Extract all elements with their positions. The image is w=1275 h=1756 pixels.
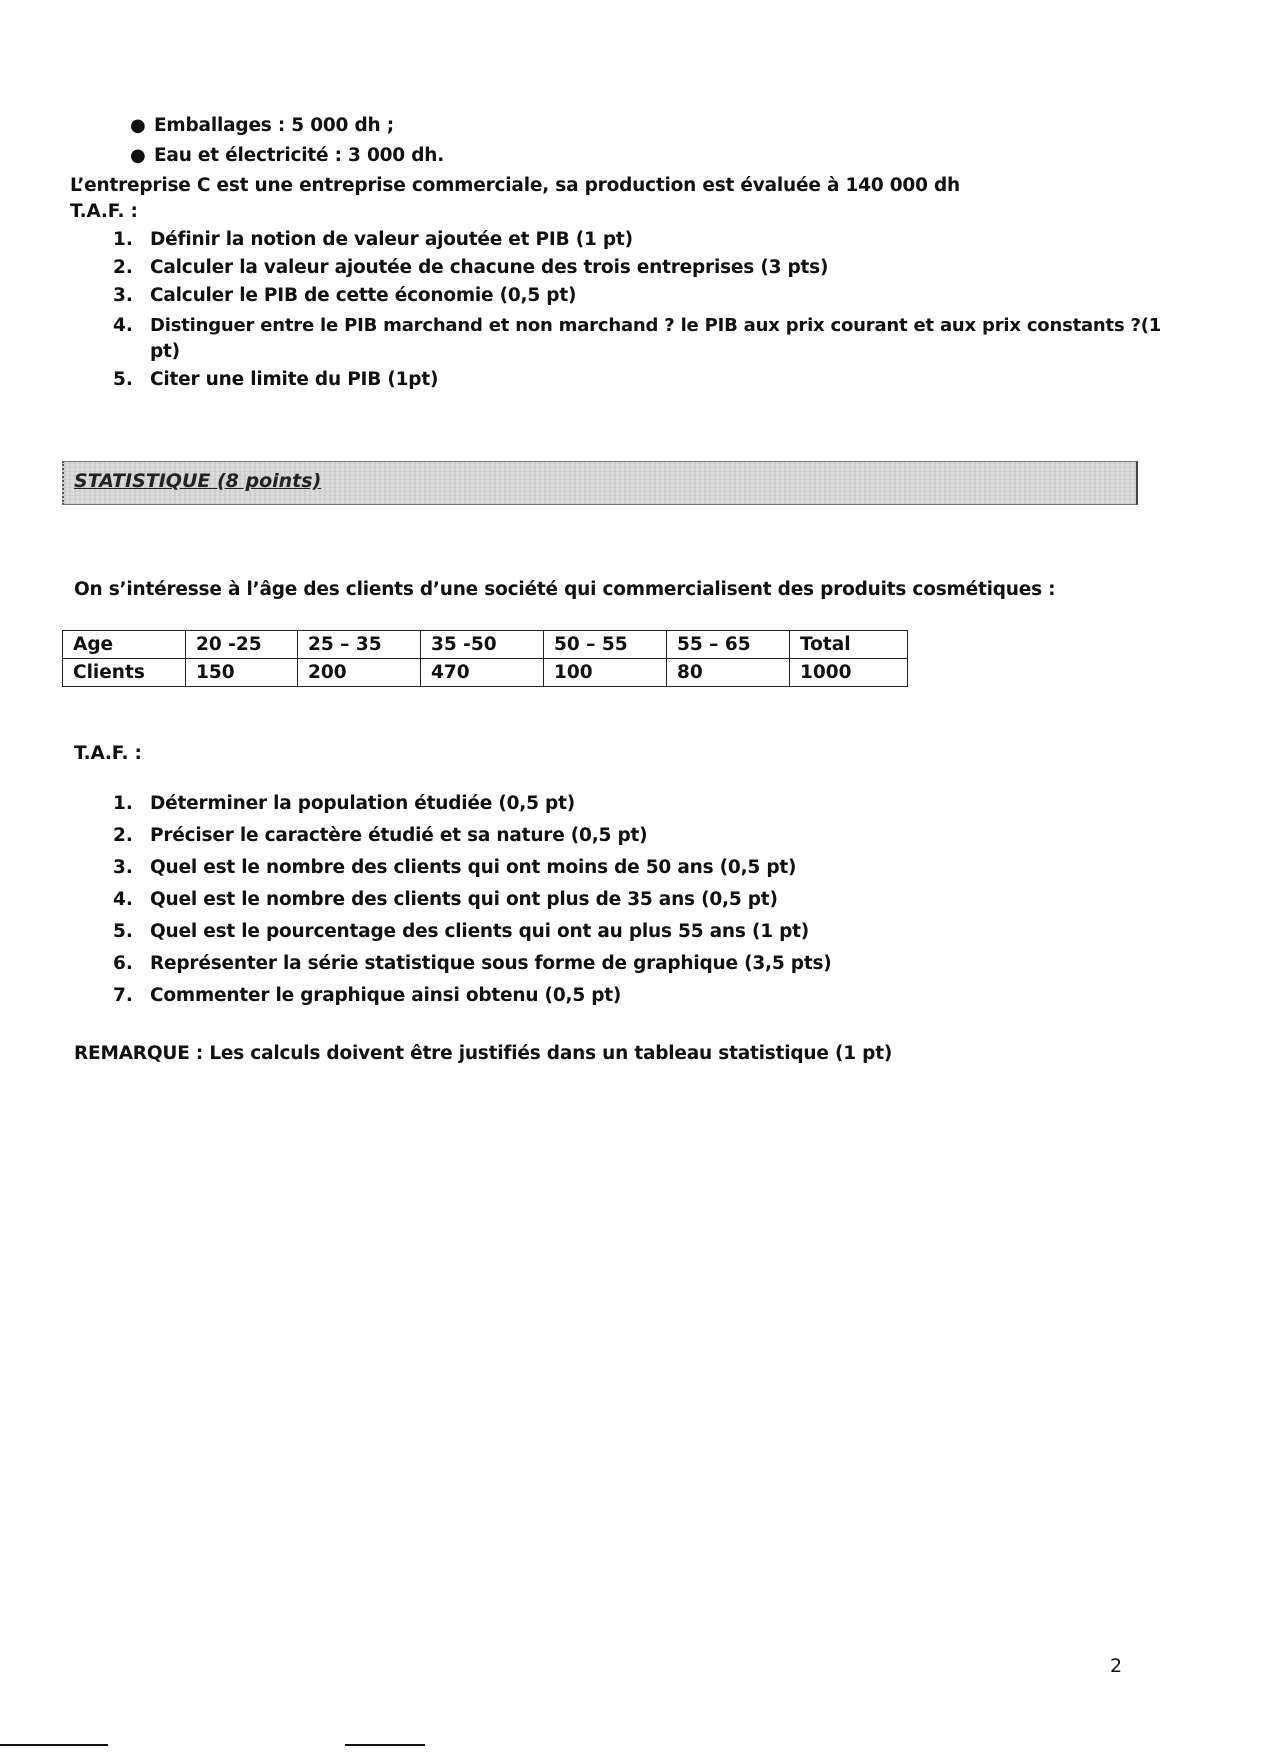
list-number: 3. <box>113 285 133 306</box>
table-cell: 80 <box>667 659 790 687</box>
table-cell: 20 -25 <box>186 631 298 659</box>
list-number: 1. <box>113 793 133 814</box>
table-cell: Age <box>63 631 186 659</box>
list-item: Calculer la valeur ajoutée de chacune des trois entreprises (3 pts) <box>150 257 829 278</box>
footer-rule <box>345 1744 425 1746</box>
list-number: 7. <box>113 985 133 1006</box>
page-number: 2 <box>1110 1655 1123 1677</box>
list-number: 2. <box>113 825 133 846</box>
list-number: 3. <box>113 857 133 878</box>
table-cell: 470 <box>421 659 544 687</box>
data-table <box>62 630 908 687</box>
list-item: Représenter la série statistique sous forme de graphique (3,5 pts) <box>150 953 832 974</box>
list-item: Calculer le PIB de cette économie (0,5 pt) <box>150 285 577 306</box>
list-number: 2. <box>113 257 133 278</box>
table-row <box>63 659 908 687</box>
list-item: Déterminer la population étudiée (0,5 pt) <box>150 793 575 814</box>
table-cell: 55 – 65 <box>667 631 790 659</box>
list-item: Définir la notion de valeur ajoutée et PIB (1 pt) <box>150 229 633 250</box>
section-title: STATISTIQUE (8 points) <box>74 470 322 492</box>
table-cell: 150 <box>186 659 298 687</box>
list-item: Quel est le nombre des clients qui ont moins de 50 ans (0,5 pt) <box>150 857 797 878</box>
intro-text: On s’intéresse à l’âge des clients d’une société qui commercialisent des produits cosmétiques : <box>74 579 1056 600</box>
table-cell: Total <box>790 631 908 659</box>
table-cell: Clients <box>63 659 186 687</box>
remarque-text: REMARQUE : Les calculs doivent être justifiés dans un tableau statistique (1 pt) <box>74 1043 893 1064</box>
list-number: 5. <box>113 369 133 390</box>
list-number: 1. <box>113 229 133 250</box>
list-item: Quel est le nombre des clients qui ont plus de 35 ans (0,5 pt) <box>150 889 778 910</box>
list-number: 6. <box>113 953 133 974</box>
bullet-icon: ● <box>130 115 146 136</box>
list-item-continuation: pt) <box>150 341 180 362</box>
section-banner <box>62 461 1138 505</box>
entreprise-c-text: L’entreprise C est une entreprise commerciale, sa production est évaluée à 140 000 dh <box>70 175 961 196</box>
list-item: Commenter le graphique ainsi obtenu (0,5 pt) <box>150 985 622 1006</box>
taf-label: T.A.F. : <box>74 743 142 764</box>
list-item: Distinguer entre le PIB marchand et non marchand ? le PIB aux prix courant et aux prix constants ?(1 <box>150 315 1162 336</box>
list-item: Citer une limite du PIB (1pt) <box>150 369 439 390</box>
table-row <box>63 631 908 659</box>
table-cell: 100 <box>544 659 667 687</box>
bullet-item: Eau et électricité : 3 000 dh. <box>154 145 445 166</box>
list-number: 4. <box>113 889 133 910</box>
table-cell: 50 – 55 <box>544 631 667 659</box>
bullet-icon: ● <box>130 145 146 166</box>
table-cell: 35 -50 <box>421 631 544 659</box>
table-cell: 25 – 35 <box>298 631 421 659</box>
list-number: 5. <box>113 921 133 942</box>
list-number: 4. <box>113 315 133 336</box>
footer-rule <box>0 1744 108 1746</box>
bullet-item: Emballages : 5 000 dh ; <box>154 115 394 136</box>
list-item: Quel est le pourcentage des clients qui ont au plus 55 ans (1 pt) <box>150 921 810 942</box>
list-item: Préciser le caractère étudié et sa nature (0,5 pt) <box>150 825 648 846</box>
table-cell: 200 <box>298 659 421 687</box>
taf-label: T.A.F. : <box>70 201 138 222</box>
table-cell: 1000 <box>790 659 908 687</box>
